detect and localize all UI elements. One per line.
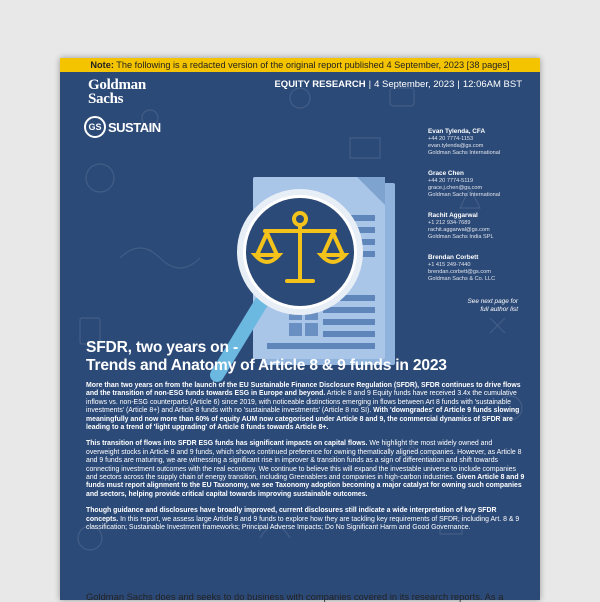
paragraph-bold: With 'downgrades' of Article 9 funds slowing meaningfully and now more than 60% of equity AUM now categorised under Article 8 and 9, the commercial dynamics of SFDR are leading to a trend of 'light upgrading' of Article 8 funds towards Article 8+. — [86, 407, 520, 432]
report-cover — [60, 58, 540, 600]
more-authors-line-2: full author list — [480, 306, 518, 313]
report-header-line: EQUITY RESEARCH | 4 September, 2023 | 12:06AM BST — [274, 79, 522, 90]
author-firm: Goldman Sachs India SPL — [428, 234, 494, 240]
gs-sustain-text: SUSTAIN — [108, 119, 161, 135]
author-phone: +44 20 7774-1153 — [428, 136, 474, 142]
title-line-2: Trends and Anatomy of Article 8 & 9 funds in 2023 — [86, 357, 447, 374]
author-phone: +1 415 249-7440 — [428, 262, 471, 268]
author-card — [428, 170, 538, 199]
summary-paragraph — [86, 382, 526, 432]
author-list — [428, 128, 538, 296]
disclosure-footer: Goldman Sachs does and seeks to do business with companies covered in its research reports. As a — [86, 591, 504, 602]
author-name: Brendan Corbett — [428, 254, 479, 261]
report-date: 4 September, 2023 — [374, 79, 455, 90]
paragraph-bold: More than two years on from the launch of the EU Sustainable Finance Disclosure Regulation (SFDR), SFDR continues to drive flows and the transition of non-ESG funds towards ESG in Europe and beyond. — [86, 382, 521, 398]
author-phone: +44 20 7774-5119 — [428, 178, 474, 184]
paragraph-bold: This transition of flows into SFDR ESG funds has significant impacts on capital flows. — [86, 440, 368, 448]
author-name: Rachit Aggarwal — [428, 212, 478, 219]
summary-paragraph — [86, 507, 526, 532]
report-time: 12:06AM BST — [462, 79, 522, 90]
note-text: The following is a redacted version of the original report published 4 September, 2023 [38 pages] — [113, 60, 510, 70]
author-email[interactable]: evan.tylenda@gs.com — [428, 143, 484, 149]
summary-paragraph — [86, 440, 526, 499]
title-line-1: SFDR, two years on - — [86, 339, 238, 356]
paragraph-text: We highlight the most widely owned and overweight stocks in Article 8 and 9 funds, which shows continued preference for owning thematically aligned companies. However, as Article 8 and 9 funds are maturing, we are witnessing a significant rise in improver & transition funds as a sign of differentiation and shift towards connecting investment outcomes with the real economy. We continue to believe this will expand the investable universe to include companies and sectors across the supply chain of energy transition, including Greenablers and companies in high-carbon industries. — [86, 440, 522, 482]
author-firm: Goldman Sachs International — [428, 192, 501, 198]
more-authors-line-1: See next page for — [467, 298, 518, 305]
paragraph-bold: Though guidance and disclosures have broadly improved, current disclosures still indicate a wide interpretation of key SFDR concepts. — [86, 507, 497, 523]
section-label: EQUITY RESEARCH — [274, 79, 366, 90]
note-label: Note: — [90, 60, 114, 70]
logo-line-2: Sachs — [88, 91, 124, 107]
redaction-note-bar — [60, 58, 540, 72]
author-name: Grace Chen — [428, 170, 464, 177]
gs-sustain-mark: GS — [84, 116, 106, 138]
more-authors-note — [468, 298, 518, 314]
author-firm: Goldman Sachs & Co. LLC — [428, 276, 496, 282]
author-email[interactable]: rachit.aggarwal@gs.com — [428, 227, 490, 233]
author-card — [428, 128, 538, 157]
logo-line-1: Goldman — [88, 77, 146, 93]
author-firm: Goldman Sachs International — [428, 150, 501, 156]
paragraph-text: In this report, we assess large Article 8 and 9 funds to explore how they are tackling key requirements of SFDR, including Art. 8 & 9 classification; Sustainable Investment frameworks; Principal Adverse Impacts; Do No Significant Harm and Good Governance. — [86, 515, 520, 532]
goldman-sachs-logo — [88, 78, 146, 106]
author-card — [428, 212, 538, 241]
report-summary — [86, 382, 526, 541]
paragraph-text: Article 8 and 9 Equity funds have received 3.4x the cumulative inflows vs. non-ESG counterparts (Article 6) since 2019, with noticeable distinctions emerging in flows between Art 8 funds with 'sustainable investments' (Article 8+) and Article 8 funds with no 'sustainable investments' (Article 8 no SI). — [86, 390, 517, 415]
author-phone: +1 212 934-7689 — [428, 220, 471, 226]
paragraph-bold: Given Article 8 and 9 funds must report alignment to the EU Taxonomy, we see Taxonomy adoption becoming a major catalyst for owning such companies and sectors, helping provide critical capital towards improving sustainable outcomes. — [86, 474, 525, 498]
report-title — [86, 339, 447, 375]
author-name: Evan Tylenda, CFA — [428, 128, 486, 135]
author-email[interactable]: brendan.corbett@gs.com — [428, 269, 491, 275]
gs-sustain-logo — [84, 116, 161, 138]
author-card — [428, 254, 538, 283]
author-email[interactable]: grace.j.chen@gs.com — [428, 185, 483, 191]
